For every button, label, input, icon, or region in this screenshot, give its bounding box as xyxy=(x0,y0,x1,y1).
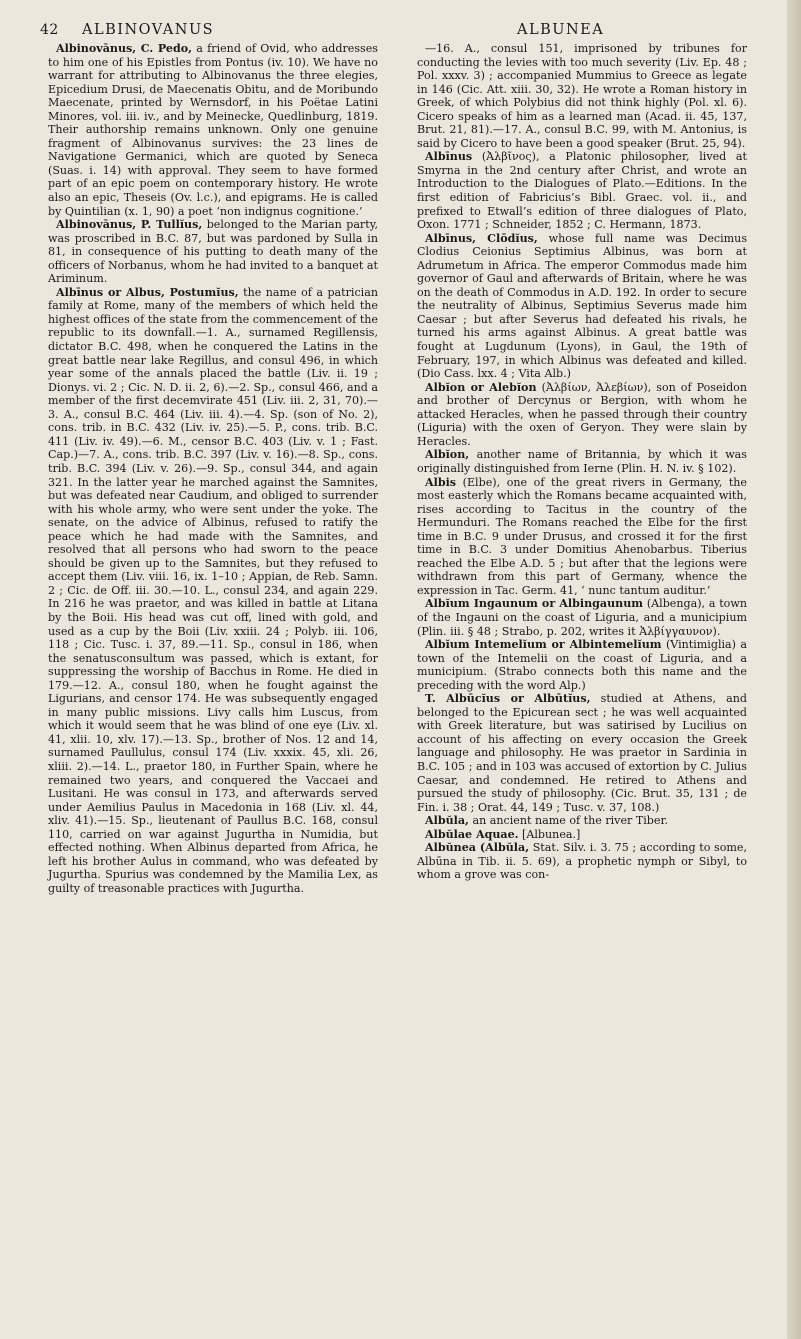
entry xyxy=(48,286,378,896)
entry-text: belonged to the Marian party, was proscribed in B.C. 87, but was pardoned by Sulla in 81, in consequence of his putting to death many of the officers of Norbanus, whom he had invited to a banquet at Ariminum. xyxy=(48,218,379,286)
entry-text: (Vintimiglia) a town of the Intemelii on the coast of Liguria, and a municipium. (Strabo connects both this name and the preceding with the word Alp.) xyxy=(417,638,747,692)
entry-text: (Albenga), a town of the Ingauni on the coast of Liguria, and a municipium (Plin. iii. § 48 ; Strabo, p. 202, writes it Ἀλβίγγαυνον). xyxy=(417,597,748,638)
entry-text: studied at Athens, and belonged to the Epicurean sect ; he was well acquainted with Greek literature, but was satirised by Lucilius on account of his affecting on every occasion the Greek language and philosophy. He was praetor in Sardinia in B.C. 105 ; and in 103 was accused of extortion by C. Julius Caesar, and condemned. He retired to Athens and pursued the study of philosophy. (Cic. Brut. 35, 131 ; de Fin. i. 38 ; Orat. 44, 149 ; Tusc. v. 37, 108.) xyxy=(417,692,747,814)
entry-headword: Albīnus, Clōdĭus, xyxy=(425,231,538,245)
entry-text: an ancient name of the river Tiber. xyxy=(472,814,669,828)
entry xyxy=(417,381,747,449)
entry xyxy=(417,638,747,692)
entry-headword: Albīnus xyxy=(425,150,473,164)
entry-headword: Albĭum Ingaunum or Albingaunum xyxy=(425,597,644,611)
entry xyxy=(417,597,747,638)
entry xyxy=(417,828,747,842)
entry xyxy=(48,218,378,286)
entry xyxy=(417,232,747,381)
entry-headword: Albŭla, xyxy=(425,814,469,828)
entry-text: the name of a patrician family at Rome, many of the members of which held the highest offices of the state from the commencement of the republic to its downfall.—1. A., surnamed Regillensis, dictator B.C. 498, when he conquered the Latins in the great battle near lake Regillus, and consul 496, in which year some of the annals placed the battle (Liv. ii. 19 ; Dionys. vi. 2 ; Cic. N. D. ii. 2, 6).—2. Sp., consul 466, and a member of the first decemvirate 451 (Liv. iii. 2, 31, 70).—3. A., consul B.C. 464 (Liv. iii. 4).—4. Sp. (son of No. 2), cons. trib. in B.C. 432 (Liv. iv. 25).—5. P., cons. trib. B.C. 411 (Liv. iv. 49).—6. M., censor B.C. 403 (Liv. v. 1 ; Fast. Cap.)—7. A., cons. trib. B.C. 397 (Liv. v. 16).—8. Sp., cons. trib. B.C. 394 (Liv. v. 26).—9. Sp., consul 344, and again 321. In the latter year he marched against the Samnites, but was defeated near Caudium, and obliged to surrender with his whole army, who were sent under the yoke. The senate, on the advice of Albinus, refused to ratify the peace which he had made with the Samnites, and resolved that all persons who had sworn to the peace should be given up to the Samnites, but they refused to accept them (Liv. viii. 16, ix. 1–10 ; Appian, de Reb. Samn. 2 ; Cic. de Off. iii. 30.—10. L., consul 234, and again 229. In 216 he was praetor, and was killed in battle at Litana by the Boii. His head was cut off, lined with gold, and used as a cup by the Boii (Liv. xxiii. 24 ; Polyb. iii. 106, 118 ; Cic. Tusc. i. 37, 89.—11. Sp., consul in 186, when the senatusconsultum was passed, which is extant, for suppressing the worship of Bacchus in Rome. He died in 179.—12. A., consul 180, when he fought against the Ligurians, and censor 174. He was subsequently engaged in many public missions. Livy calls him Luscus, from which it would seem that he was blind of one eye (Liv. xl. 41, xlii. 10, xlv. 17).—13. Sp., brother of Nos. 12 and 14, surnamed Paullulus, consul 174 (Liv. xxxix. 45, xli. 26, xliii. 2).—14. L., praetor 180, in Further Spain, where he remained two years, and conquered the Vaccaei and Lusitani. He was consul in 173, and afterwards served under Aemilius Paulus in Macedonia in 168 (Liv. xl. 44, xliv. 41).—15. Sp., lieutenant of Paullus B.C. 168, consul 110, carried on war against Jugurtha in Numidia, but effected nothing. When Albinus departed from Africa, he left his brother Aulus in command, who was defeated by Jugurtha. Spurius was condemned by the Mamilia Lex, as guilty of treasonable practices with Jugurtha. xyxy=(48,285,378,895)
entry-text: a friend of Ovid, who addresses to him one of his Epistles from Pontus (iv. 10). We have no warrant for attributing to Albinovanus the three elegies, Epicedium Drusi, de Maecenatis Obitu, and de Moribundo Maecenate, printed by Wernsdorf, in his Poëtae Latini Minores, vol. iii. iv., and by Meinecke, Quedlinburg, 1819. Their authorship remains unknown. Only one genuine fragment of Albinovanus survives: the 23 lines de Navigatione Germanici, which are quoted by Seneca (Suas. i. 14) with approval. They seem to have formed part of an epic poem on contemporary history. He wrote also an epic, Theseis (Ov. l.c.), and epigrams. He is called by Quintilian (x. 1, 90) a poet ‘non indignus cognitione.’ xyxy=(48,42,378,218)
entry-text: whose full name was Decimus Clodius Ceionius Septimius Albinus, was born at Adrumetum in Africa. The emperor Commodus made him governor of Gaul and afterwards of Britain, where he was on the death of Commodus in A.D. 192. In order to secure the neutrality of Albinus, Septimius Severus made him Caesar ; but after Severus had defeated his rivals, he turned his arms against Albinus. A great battle was fought at Lugdunum (Lyons), in Gaul, the 19th of February, 197, in which Albinus was defeated and killed. (Dio Cass. lxx. 4 ; Vita Alb.) xyxy=(417,231,748,381)
entry-headword: Albīnus or Albus, Postumĭus, xyxy=(56,285,239,299)
entry-text: —16. A., consul 151, imprisoned by tribunes for conducting the levies with too much severity (Liv. Ep. 48 ; Pol. xxxv. 3) ; accompanied Mummius to Greece as legate in 146 (Cic. Att. xiii. 30, 32). He wrote a Roman history in Greek, of which Polybius did not think highly (Pol. xl. 6). Cicero speaks of him as a learned man (Acad. ii. 45, 137, Brut. 21, 81).—17. A., consul B.C. 99, with M. Antonius, is said by Cicero to have been a good speaker (Brut. 25, 94). xyxy=(417,42,747,150)
entry-text: another name of Britannia, by which it was originally distinguished from Ierne (Plin. H. N. iv. § 102). xyxy=(417,448,747,475)
entry-headword: T. Albūcĭus or Albūtĭus, xyxy=(425,692,591,706)
page-number: 42 xyxy=(40,22,59,38)
entry-headword: Albĭon or Alebĭon xyxy=(425,380,537,394)
entry xyxy=(417,814,747,828)
entry-headword: Albĭon, xyxy=(425,448,470,462)
running-head-right: ALBUNEA xyxy=(517,22,605,38)
entry-headword: Albis xyxy=(425,475,457,489)
left-column xyxy=(48,42,378,895)
entry xyxy=(417,841,747,882)
running-head-left: ALBINOVANUS xyxy=(82,22,215,38)
entry-text: [Albunea.] xyxy=(522,827,581,841)
entry-text: (Ἀλβίων, Ἀλεβίων), son of Poseidon and brother of Dercynus or Bergion, with whom he attacked Heracles, when he passed through their country (Liguria) with the oxen of Geryon. They were slain by Heracles. xyxy=(417,380,748,448)
entry xyxy=(417,476,747,598)
entry xyxy=(417,150,747,231)
entry xyxy=(417,42,747,150)
entry-headword: Albŭlae Aquae. xyxy=(425,827,519,841)
entry-text: (Ἀλβῖνος), a Platonic philosopher, lived at Smyrna in the 2nd century after Christ, and wrote an Introduction to the Dialogues of Plato.—Editions. In the first edition of Fabricius’s Bibl. Graec. vol. ii., and prefixed to Etwall’s edition of three dialogues of Plato, Oxon. 1771 ; Schneider, 1852 ; C. Hermann, 1873. xyxy=(417,150,747,232)
entry-text: Stat. Silv. i. 3. 75 ; according to some, Albūna in Tib. ii. 5. 69), a prophetic nymph or Sibyl, to whom a grove was con- xyxy=(417,841,748,882)
entry-headword: Albĭum Intemelĭum or Albintemelĭum xyxy=(425,638,662,652)
entry-headword: Albinovānus, P. Tullĭus, xyxy=(56,218,203,232)
right-column xyxy=(417,42,747,882)
entry-headword: Albŭnea (Albŭla, xyxy=(425,841,530,855)
page-edge xyxy=(787,0,801,1339)
entry xyxy=(48,42,378,218)
entry xyxy=(417,448,747,475)
entry-headword: Albinovānus, C. Pedo, xyxy=(56,42,192,55)
entry xyxy=(417,692,747,814)
entry-text: (Elbe), one of the great rivers in Germany, the most easterly which the Romans became acquainted with, rises according to Tacitus in the country of the Hermunduri. The Romans reached the Elbe for the first time in B.C. 9 under Drusus, and crossed it for the first time in B.C. 3 under Domitius Ahenobarbus. Tiberius reached the Elbe A.D. 5 ; but after that the legions were withdrawn from this part of Germany, whence the expression in Tac. Germ. 41, ‘ nunc tantum auditur.’ xyxy=(417,475,747,597)
